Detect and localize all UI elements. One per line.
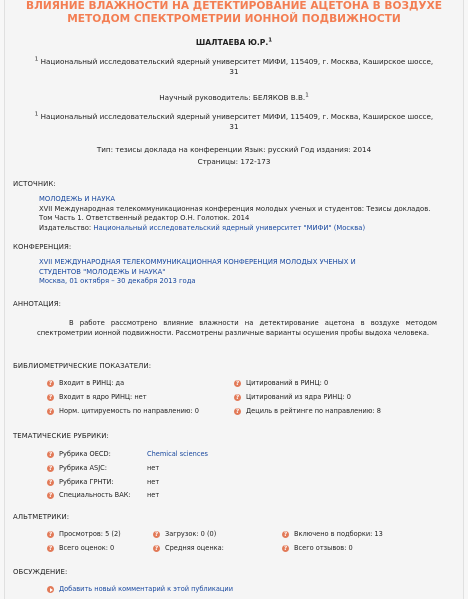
rubric-asjc: ? Рубрика ASJC: нет <box>47 464 159 473</box>
alt-reviews: ? Всего отзывов: 0 <box>282 544 353 553</box>
biblio-citations: ? Цитирований в РИНЦ: 0 <box>234 379 328 388</box>
rubrics-heading: ТЕМАТИЧЕСКИЕ РУБРИКИ: <box>13 432 109 440</box>
help-icon[interactable] <box>47 479 54 486</box>
discussion-heading: ОБСУЖДЕНИЕ: <box>13 568 68 576</box>
help-icon[interactable] <box>153 531 160 538</box>
help-icon[interactable] <box>47 380 54 387</box>
help-icon[interactable] <box>282 545 289 552</box>
conference-block <box>39 258 443 287</box>
biblio-decile: ? Дециль в рейтинге по направлению: 8 <box>234 407 381 416</box>
rubric-vak: ? Специальность ВАК: нет <box>47 491 159 500</box>
affiliation-1: $^1$ Национальный исследовательский ядерный университет МИФИ, 115409, г. Москва, Каширское шоссе, 31 <box>34 56 434 76</box>
biblio-norm-citation: ? Норм. цитируемость по направлению: 0 <box>47 407 199 416</box>
help-icon[interactable] <box>47 465 54 472</box>
help-icon[interactable] <box>153 545 160 552</box>
bibliometrics-heading: БИБЛИОМЕТРИЧЕСКИЕ ПОКАЗАТЕЛИ: <box>13 362 152 370</box>
biblio-rinc: ? Входит в РИНЦ: да <box>47 379 124 388</box>
source-link[interactable]: МОЛОДЕЖЬ И НАУКА <box>39 195 116 203</box>
conference-heading: КОНФЕРЕНЦИЯ: <box>13 243 72 251</box>
alt-views: ? Просмотров: 5 (2) <box>47 530 121 539</box>
alt-ratings: ? Всего оценок: 0 <box>47 544 114 553</box>
biblio-rinc-core: ? Входит в ядро РИНЦ: нет <box>47 393 147 402</box>
help-icon[interactable] <box>47 492 54 499</box>
rubric-oecd: ? Рубрика OECD: Chemical sciences <box>47 450 208 459</box>
help-icon[interactable] <box>234 380 241 387</box>
rubric-grnti: ? Рубрика ГРНТИ: нет <box>47 478 159 487</box>
alt-average: ? Средняя оценка: <box>153 544 224 553</box>
conference-place-date: Москва, 01 октября – 30 декабря 2013 года <box>39 277 196 286</box>
help-icon[interactable] <box>47 408 54 415</box>
help-icon[interactable] <box>234 408 241 415</box>
add-comment-link[interactable]: Добавить новый комментарий к этой публикации <box>47 585 233 594</box>
annotation-text: В работе рассмотрено влияние влажности на детектирование ацетона в воздухе методом спектрометрии ионной подвижности. Рассмотрены различные варианты осушения пробы выдоха человека. <box>37 319 437 338</box>
help-icon[interactable] <box>47 394 54 401</box>
supervisor: Научный руководитель: БЕЛЯКОВ В.В.$^1$ <box>159 92 309 102</box>
publication-page <box>4 0 464 599</box>
help-icon[interactable] <box>47 545 54 552</box>
biblio-core-citations: ? Цитирований из ядра РИНЦ: 0 <box>234 393 351 402</box>
publication-meta: Тип: тезисы доклада на конференции Язык: русский Год издания: 2014 <box>96 145 372 154</box>
source-heading: ИСТОЧНИК: <box>13 180 56 188</box>
help-icon[interactable] <box>47 451 54 458</box>
alt-downloads: ? Загрузок: 0 (0) <box>153 530 216 539</box>
annotation-heading: АННОТАЦИЯ: <box>13 300 62 308</box>
publication-pages: Страницы: 172-173 <box>197 157 271 166</box>
help-icon[interactable] <box>282 531 289 538</box>
help-icon[interactable] <box>47 531 54 538</box>
altmetrics-heading: АЛЬТМЕТРИКИ: <box>13 513 70 521</box>
source-block: МОЛОДЕЖЬ И НАУКА XVII Международная телекоммуникационная конференция молодых ученых и студентов: Тезисы докладов. Том Часть 1. Ответственный редактор О.Н. Голотюк. 2014 Издательство: Национальный исследовательский ядерный университет "МИФИ" (Москва) <box>39 195 443 233</box>
source-text: XVII Международная телекоммуникационная конференция молодых ученых и студентов: Тезисы докладов. Том Часть 1. Ответственный редактор О.Н. Голотюк. 2014 <box>39 204 431 223</box>
play-icon <box>47 586 54 593</box>
author[interactable]: ШАЛТАЕВА Ю.Р.$^1$ <box>195 37 273 47</box>
publisher-link[interactable]: Национальный исследовательский ядерный университет "МИФИ" (Москва) <box>93 223 366 232</box>
affiliation-2: $^1$ Национальный исследовательский ядерный университет МИФИ, 115409, г. Москва, Каширское шоссе, 31 <box>34 111 434 131</box>
help-icon[interactable] <box>234 394 241 401</box>
alt-collections: ? Включено в подборки: 13 <box>282 530 383 539</box>
publication-title: ВЛИЯНИЕ ВЛАЖНОСТИ НА ДЕТЕКТИРОВАНИЕ АЦЕТОНА В ВОЗДУХЕ МЕТОДОМ СПЕКТРОМЕТРИИ ИОННОЙ ПОДВИЖНОСТИ <box>26 0 442 25</box>
conference-link[interactable]: XVII МЕЖДУНАРОДНАЯ ТЕЛЕКОММУНИКАЦИОННАЯ КОНФЕРЕНЦИЯ МОЛОДЫХ УЧЕНЫХ И СТУДЕНТОВ "МОЛОДЕЖЬ И НАУКА" <box>39 258 356 276</box>
